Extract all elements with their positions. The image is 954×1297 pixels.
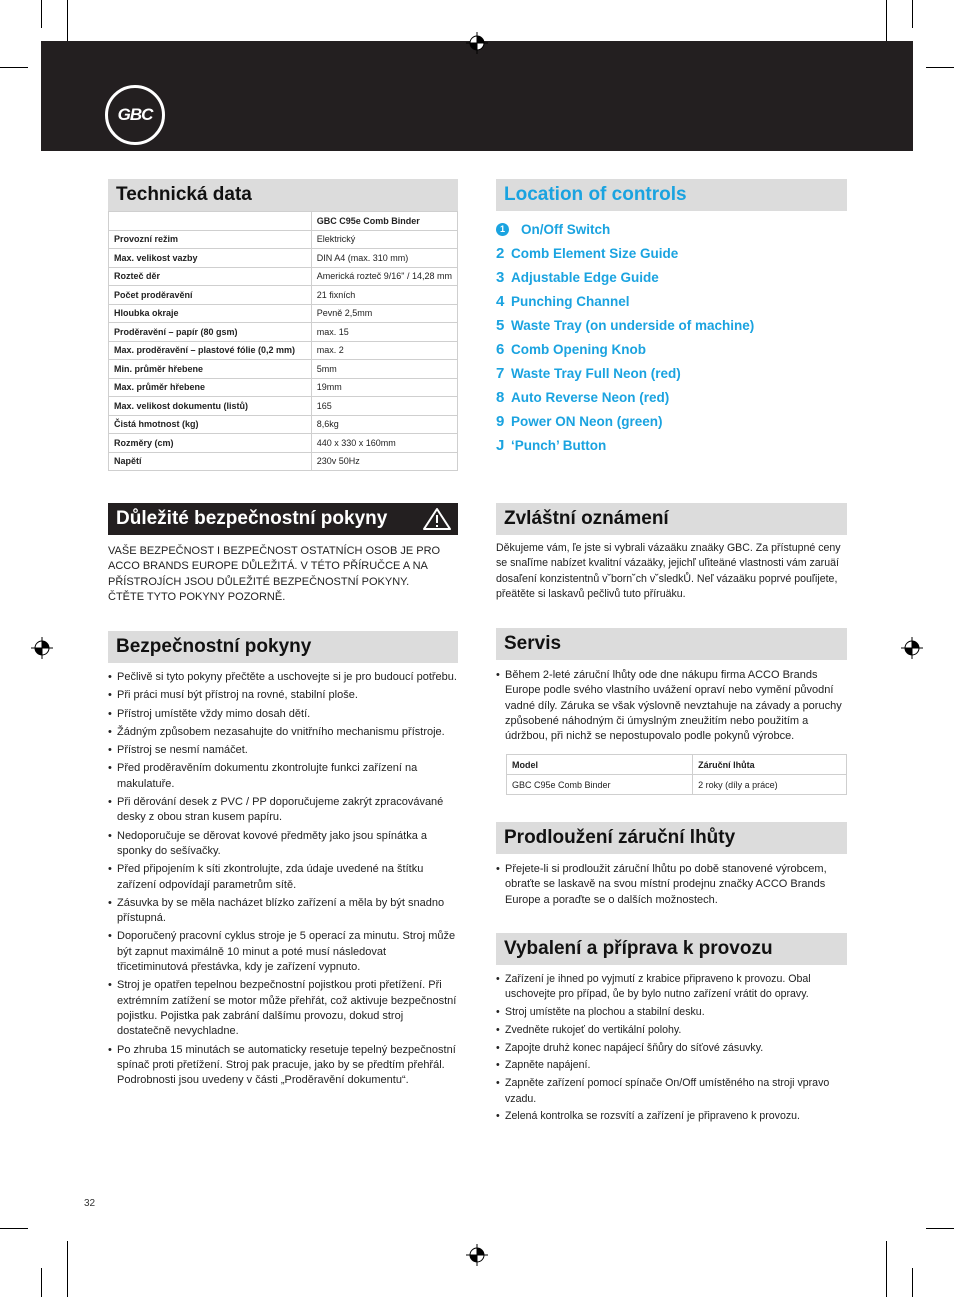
service-list bbox=[496, 668, 842, 747]
extended-warranty-title: Prodloužení záruční lhůty bbox=[496, 822, 847, 854]
table-row bbox=[109, 341, 458, 360]
table-header-model: GBC C95e Comb Binder bbox=[311, 212, 457, 231]
table-row bbox=[109, 286, 458, 305]
registration-mark-icon bbox=[466, 1244, 488, 1266]
safety-instructions-title: Bezpečnostní pokyny bbox=[108, 631, 458, 663]
list-item: • Před připojením k síti zkontrolujte, zda údaje uvedené na štítku zařízení odpovídají parametrům sítě. bbox=[108, 862, 458, 893]
list-item: • Při děrování desek z PVC / PP doporučujeme zakrýt zpracovávané desky z obou stran kusem papíru. bbox=[108, 795, 458, 826]
control-label: Comb Opening Knob bbox=[511, 341, 646, 357]
spec-label: Max. průměr hřebene bbox=[109, 378, 312, 397]
spec-label: Max. velikost dokumentu (listů) bbox=[109, 397, 312, 416]
spec-label: Max. velikost vazby bbox=[109, 249, 312, 268]
control-label: On/Off Switch bbox=[521, 221, 611, 237]
list-item: • Nedoporučuje se děrovat kovové předměty jako jsou spínátka a sponky do sešívačky. bbox=[108, 829, 458, 860]
spec-label: Min. průměr hřebene bbox=[109, 360, 312, 379]
table-cell-warranty: 2 roky (díly a práce) bbox=[693, 775, 847, 795]
list-item: • Stroj je opatřen tepelnou bezpečnostní pojistkou proti přetížení. Při extrémním zatížení se motor může přehřát, což aktivuje bezpečnostní pojistku. Pojistka pak zabrání dalšímu provozu, dokud stroj dostatečně nevychladne. bbox=[108, 978, 458, 1039]
important-safety-title-text: Důležité bezpečnostní pokyny bbox=[116, 508, 388, 529]
list-item: • Zapojte druhż konec napájecí šňůry do síťové zásuvky. bbox=[496, 1041, 842, 1056]
spec-value: max. 15 bbox=[311, 323, 457, 342]
table-row bbox=[109, 323, 458, 342]
list-item: • Žádným způsobem nezasahujte do vnitřního mechanismu přístroje. bbox=[108, 725, 458, 740]
table-row bbox=[109, 415, 458, 434]
control-item bbox=[496, 433, 846, 457]
spec-value: 440 x 330 x 160mm bbox=[311, 434, 457, 453]
location-of-controls-title: Location of controls bbox=[496, 179, 847, 211]
important-safety-title bbox=[108, 503, 458, 535]
list-item: • Zapněte napájení. bbox=[496, 1058, 842, 1073]
control-item bbox=[496, 289, 846, 313]
crop-mark bbox=[67, 1241, 68, 1297]
control-number: 6 bbox=[496, 340, 505, 358]
control-item bbox=[496, 385, 846, 409]
spec-value: 21 fixních bbox=[311, 286, 457, 305]
control-item bbox=[496, 217, 846, 241]
gbc-logo: GBC bbox=[105, 85, 165, 145]
control-label: Adjustable Edge Guide bbox=[511, 269, 659, 285]
list-item: • Zapněte zařízení pomocí spínače On/Off umístěného na stroji vpravo vzadu. bbox=[496, 1076, 842, 1107]
spec-value: Elektrický bbox=[311, 230, 457, 249]
crop-mark bbox=[41, 0, 42, 28]
registration-mark-icon bbox=[901, 637, 923, 659]
table-row bbox=[109, 452, 458, 471]
control-number: 9 bbox=[496, 412, 505, 430]
spec-label: Hloubka okraje bbox=[109, 304, 312, 323]
spec-value: DIN A4 (max. 310 mm) bbox=[311, 249, 457, 268]
list-item: • Zvedněte rukojeť do vertikální polohy. bbox=[496, 1023, 842, 1038]
control-item bbox=[496, 361, 846, 385]
list-item: • Při práci musí být přístroj na rovné, stabilní ploše. bbox=[108, 688, 458, 703]
control-label: Waste Tray Full Neon (red) bbox=[511, 365, 681, 381]
spec-value: 19mm bbox=[311, 378, 457, 397]
control-number: 1 bbox=[496, 223, 509, 236]
special-notice-title: Zvláštní oznámení bbox=[496, 503, 847, 535]
technical-data-table bbox=[108, 211, 458, 471]
table-row bbox=[109, 304, 458, 323]
table-cell-model: GBC C95e Comb Binder bbox=[507, 775, 693, 795]
spec-label: Rozměry (cm) bbox=[109, 434, 312, 453]
control-number: J bbox=[496, 436, 505, 454]
crop-mark bbox=[41, 1268, 42, 1297]
special-notice-text: Děkujeme vám, ľe jste si vybrali vázaäku znaäky GBC. Za přístupné ceny se snaľíme nabízet kvalitní vázaäky, jejichľ uľiteäné vlastnosti vám zaruäí dosaľení konzistentnů v˘born˘ch v˘sledkŮ. Neľ vázaäku poprvé pouľijete, přeätěte si laskavů pečlivů tuto příruäku. bbox=[496, 542, 841, 601]
list-item: • Přístroj se nesmí namáčet. bbox=[108, 743, 458, 758]
control-item bbox=[496, 313, 846, 337]
crop-mark bbox=[926, 1228, 954, 1229]
spec-label: Čistá hmotnost (kg) bbox=[109, 415, 312, 434]
table-row bbox=[109, 267, 458, 286]
registration-mark-icon bbox=[466, 32, 488, 54]
spec-value: max. 2 bbox=[311, 341, 457, 360]
safety-list bbox=[108, 670, 458, 1091]
spec-value: Pevně 2,5mm bbox=[311, 304, 457, 323]
list-item: • Během 2-leté záruční lhůty ode dne nákupu firma ACCO Brands Europe podle svého vlastního uvážení opraví nebo vymění původní vadné díly. Záruka se však výslovně nevztahuje na závady a poruchy způsobené náhodným či úmyslným zneužitím nebo použitím a údržbou, při nichž se nepostupovalo podle pokynů výrobce. bbox=[496, 668, 842, 744]
table-row bbox=[109, 360, 458, 379]
service-title: Servis bbox=[496, 628, 847, 660]
spec-label: Počet proděravění bbox=[109, 286, 312, 305]
list-item: • Po zhruba 15 minutách se automaticky resetuje tepelný bezpečnostní spínač proti přetížení. Stroj pak pracuje, jako by se předtím přehřál. Podrobnosti jsou uvedeny v části „Proděravění dokumentu“. bbox=[108, 1043, 458, 1089]
list-item: • Stroj umístěte na plochou a stabilní desku. bbox=[496, 1005, 842, 1020]
control-label: ‘Punch’ Button bbox=[511, 437, 607, 453]
list-item: • Pečlivě si tyto pokyny přečtěte a uschovejte si je pro budoucí potřebu. bbox=[108, 670, 458, 685]
list-item: • Zařízení je ihned po vyjmutí z krabice připraveno k provozu. Obal uschovejte pro případ, ůe by bylo nutno zařízení vrátit do opravy. bbox=[496, 972, 842, 1003]
control-label: Punching Channel bbox=[511, 293, 630, 309]
list-item: • Před proděravěním dokumentu zkontrolujte funkci zařízení na makulatuře. bbox=[108, 761, 458, 792]
list-item: • Zelená kontrolka se rozsvítí a zařízení je připraveno k provozu. bbox=[496, 1109, 842, 1124]
crop-mark bbox=[912, 0, 913, 28]
control-item bbox=[496, 337, 846, 361]
crop-mark bbox=[886, 1241, 887, 1297]
control-number: 7 bbox=[496, 364, 505, 382]
crop-mark bbox=[912, 1268, 913, 1297]
important-safety-text: VAŠE BEZPEČNOST I BEZPEČNOST OSTATNÍCH OSOB JE PRO ACCO BRANDS EUROPE DŮLEŽITÁ. V TÉTO PŘÍRUČCE A NA PŘÍSTROJÍCH JSOU DŮLEŽITÉ BEZPEČNOSTNÍ POKYNY. ČTĚTE TYTO POKYNY POZORNĚ. bbox=[108, 545, 441, 604]
spec-label: Max. proděravění – plastové fólie (0,2 mm) bbox=[109, 341, 312, 360]
table-row bbox=[109, 378, 458, 397]
list-item: • Doporučený pracovní cyklus stroje je 5 operací za minutu. Stroj může být zapnut maximálně 10 minut a poté musí následovat třicetiminutová přestávka, kdy je zařízení vypnuto. bbox=[108, 929, 458, 975]
warranty-table bbox=[506, 754, 847, 795]
unpacking-list bbox=[496, 972, 842, 1127]
control-label: Waste Tray (on underside of machine) bbox=[511, 317, 755, 333]
control-number: 5 bbox=[496, 316, 505, 334]
spec-label: Provozní režim bbox=[109, 230, 312, 249]
control-label: Auto Reverse Neon (red) bbox=[511, 389, 670, 405]
crop-mark bbox=[926, 67, 954, 68]
crop-mark bbox=[67, 0, 68, 42]
table-header-row bbox=[109, 212, 458, 231]
crop-mark bbox=[0, 1228, 28, 1229]
control-number: 2 bbox=[496, 244, 505, 262]
crop-mark bbox=[886, 0, 887, 42]
spec-label: Napětí bbox=[109, 452, 312, 471]
control-label: Power ON Neon (green) bbox=[511, 413, 663, 429]
control-label: Comb Element Size Guide bbox=[511, 245, 679, 261]
table-row bbox=[109, 397, 458, 416]
control-number: 4 bbox=[496, 292, 505, 310]
registration-mark-icon bbox=[31, 637, 53, 659]
table-header-warranty: Záruční lhůta bbox=[693, 755, 847, 775]
table-cell bbox=[109, 212, 312, 231]
list-item: • Zásuvka by se měla nacházet blízko zařízení a měla by být snadno přístupná. bbox=[108, 896, 458, 927]
table-row bbox=[109, 230, 458, 249]
table-row bbox=[507, 775, 847, 795]
table-header-model: Model bbox=[507, 755, 693, 775]
spec-value: 5mm bbox=[311, 360, 457, 379]
table-row bbox=[109, 434, 458, 453]
spec-label: Proděravění – papír (80 gsm) bbox=[109, 323, 312, 342]
header-band bbox=[41, 41, 913, 151]
controls-list bbox=[496, 217, 846, 457]
list-item: • Přístroj umístěte vždy mimo dosah dětí. bbox=[108, 707, 458, 722]
extended-warranty-list bbox=[496, 862, 842, 911]
spec-value: Americká rozteč 9/16" / 14,28 mm bbox=[311, 267, 457, 286]
control-item bbox=[496, 241, 846, 265]
page-number: 32 bbox=[84, 1198, 96, 1209]
spec-value: 230v 50Hz bbox=[311, 452, 457, 471]
spec-value: 8,6kg bbox=[311, 415, 457, 434]
technical-data-title: Technická data bbox=[108, 179, 458, 211]
list-item: • Přejete-li si prodloužit záruční lhůtu po době stanovené výrobcem, obraťte se laskavě na svou místní prodejnu značky ACCO Brands Europe a poraďte se o dalších možnostech. bbox=[496, 862, 842, 908]
table-header-row bbox=[507, 755, 847, 775]
unpacking-title: Vybalení a příprava k provozu bbox=[496, 933, 847, 965]
crop-mark bbox=[0, 67, 28, 68]
spec-value: 165 bbox=[311, 397, 457, 416]
control-item bbox=[496, 409, 846, 433]
control-number: 3 bbox=[496, 268, 505, 286]
control-number: 8 bbox=[496, 388, 505, 406]
spec-label: Rozteč děr bbox=[109, 267, 312, 286]
control-item bbox=[496, 265, 846, 289]
warning-icon bbox=[422, 507, 452, 531]
table-row bbox=[109, 249, 458, 268]
